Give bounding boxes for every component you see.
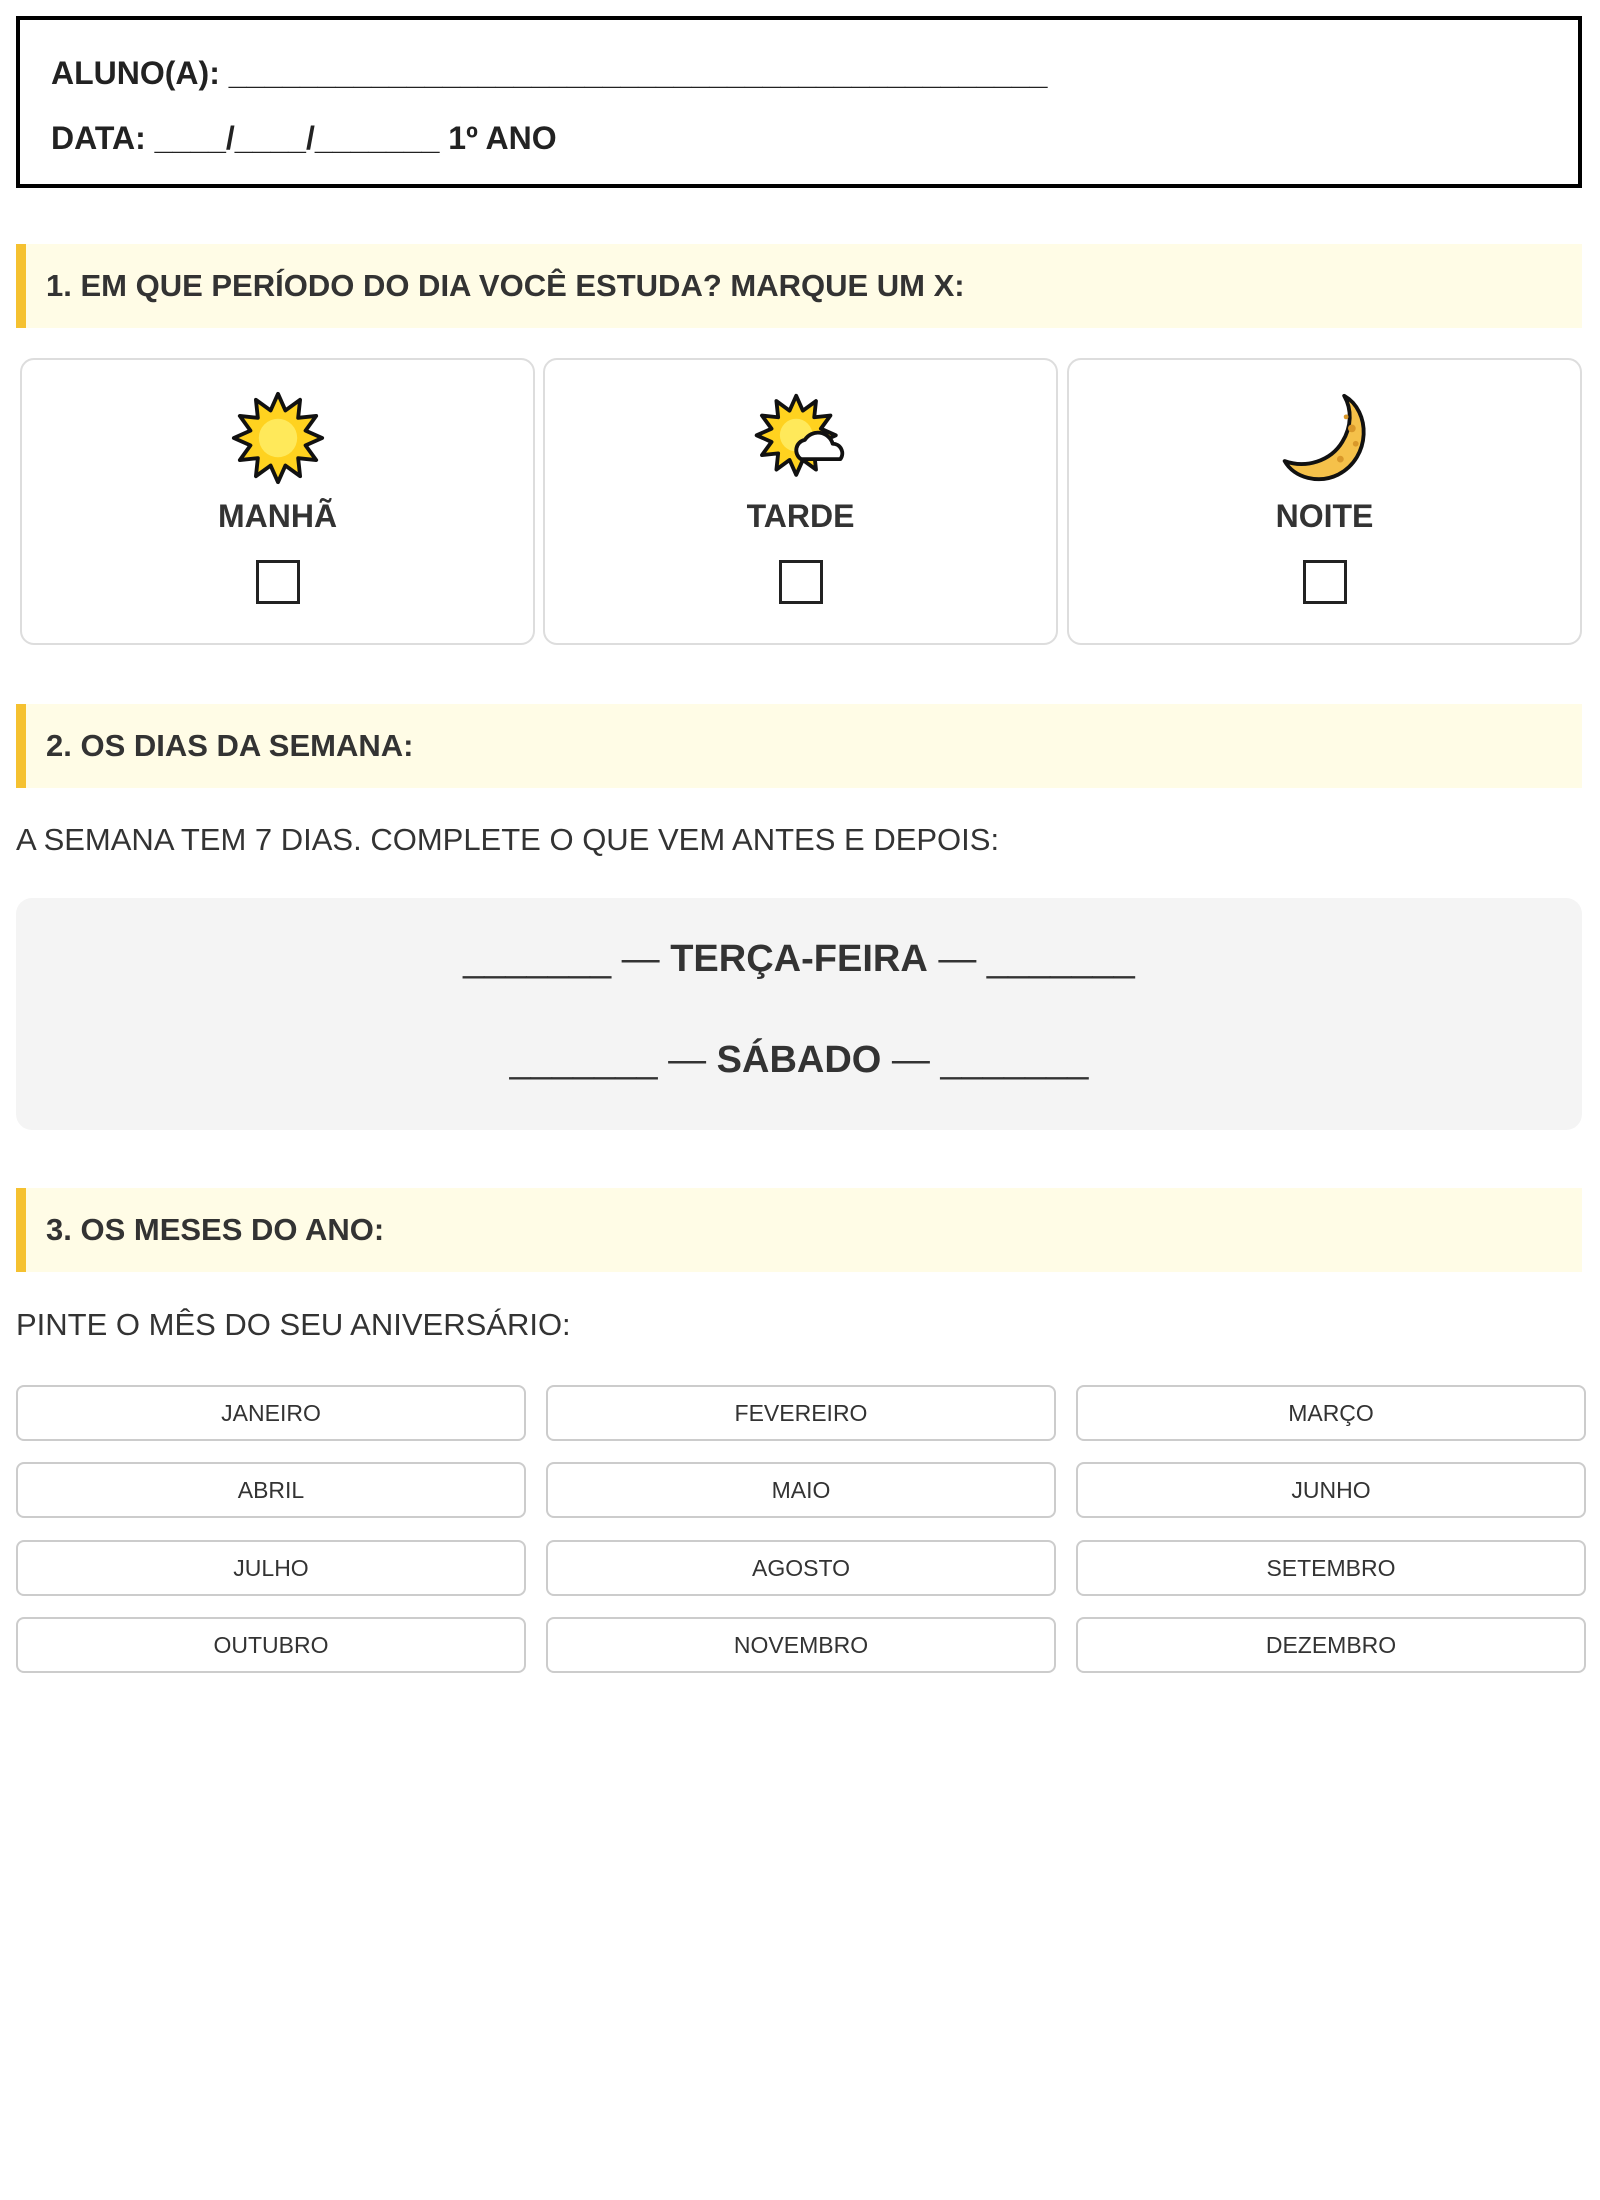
month-button-janeiro[interactable]: JANEIRO [16,1385,526,1441]
days-exercise-box [16,898,1582,1130]
blank-after[interactable]: — _______ [927,938,1135,980]
month-button-setembro[interactable]: SETEMBRO [1076,1540,1586,1596]
checkbox-morning[interactable] [256,560,300,604]
sun-behind-cloud-icon [753,390,849,486]
day-sequence-line [16,938,1582,981]
crescent-moon-icon [1277,390,1373,486]
section-2-header [16,704,1582,788]
date-grade-line[interactable]: DATA: ____/____/_______ 1º ANO [51,120,557,156]
period-label-night: NOITE [1275,498,1374,534]
month-button-novembro[interactable]: NOVEMBRO [546,1617,1056,1673]
day-name: SÁBADO [716,1039,882,1081]
period-card-morning [20,358,535,645]
month-button-julho[interactable]: JULHO [16,1540,526,1596]
month-button-agosto[interactable]: AGOSTO [546,1540,1056,1596]
months-instruction: PINTE O MÊS DO SEU ANIVERSÁRIO: [16,1307,571,1342]
period-label-morning: MANHÃ [217,498,338,534]
checkbox-night[interactable] [1303,560,1347,604]
month-button-abril[interactable]: ABRIL [16,1462,526,1518]
days-instruction: A SEMANA TEM 7 DIAS. COMPLETE O QUE VEM ANTES E DEPOIS: [16,822,1000,857]
day-name: TERÇA-FEIRA [670,938,928,980]
period-card-afternoon [543,358,1058,645]
student-name-line[interactable]: ALUNO(A): ______________________________________________ [51,55,1048,91]
month-button-outubro[interactable]: OUTUBRO [16,1617,526,1673]
day-sequence-line [16,1039,1582,1082]
checkbox-afternoon[interactable] [779,560,823,604]
student-info-box [16,16,1582,188]
section-1-title: 1. EM QUE PERÍODO DO DIA VOCÊ ESTUDA? MARQUE UM X: [46,268,965,303]
sun-icon [230,390,326,486]
section-3-title: 3. OS MESES DO ANO: [46,1212,385,1247]
month-button-fevereiro[interactable]: FEVEREIRO [546,1385,1056,1441]
month-button-marco[interactable]: MARÇO [1076,1385,1586,1441]
month-button-junho[interactable]: JUNHO [1076,1462,1586,1518]
month-button-dezembro[interactable]: DEZEMBRO [1076,1617,1586,1673]
blank-before[interactable]: _______ — [509,1039,717,1081]
month-button-maio[interactable]: MAIO [546,1462,1056,1518]
period-card-night [1067,358,1582,645]
section-1-header [16,244,1582,328]
section-3-header [16,1188,1582,1272]
blank-after[interactable]: — _______ [881,1039,1089,1081]
period-label-afternoon: TARDE [746,498,855,534]
blank-before[interactable]: _______ — [463,938,671,980]
section-2-title: 2. OS DIAS DA SEMANA: [46,728,414,763]
